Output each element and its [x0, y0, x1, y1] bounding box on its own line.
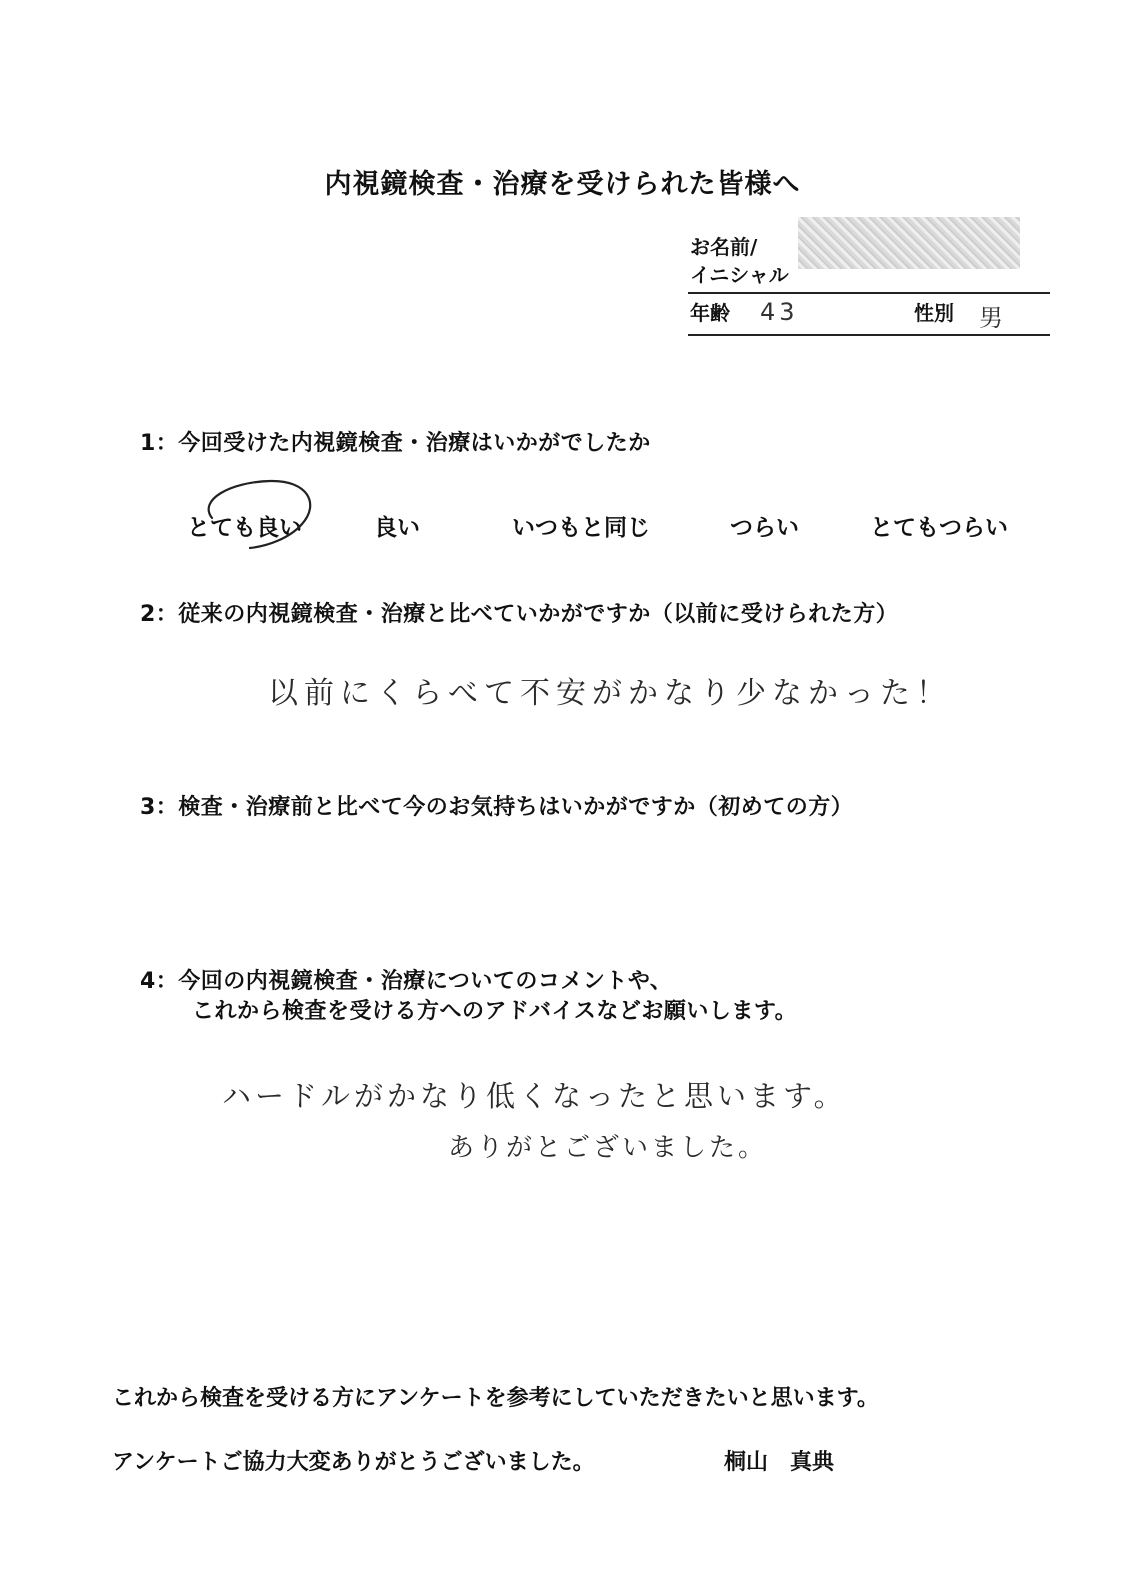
name-label-line2: イニシャル: [690, 263, 789, 287]
sex-label: 性別: [914, 301, 954, 325]
question-1: 1：今回受けた内視鏡検査・治療はいかがでしたか: [140, 431, 651, 456]
answer-4-line2: ありがとございました。: [448, 1133, 768, 1163]
name-underline: [688, 292, 1050, 294]
choice-same-as-usual[interactable]: いつもと同じ: [512, 515, 650, 541]
choice-very-hard[interactable]: とてもつらい: [870, 515, 1008, 541]
question-4-line2: これから検査を受ける方へのアドバイスなどお願いします。: [192, 999, 798, 1024]
choice-very-good[interactable]: とても良い: [187, 515, 302, 541]
answer-4-line1: ハードルがかなり低くなったと思います。: [222, 1079, 847, 1113]
age-underline: [688, 334, 1050, 336]
footer-line-1: これから検査を受ける方にアンケートを参考にしていただきたいと思います。: [112, 1386, 879, 1411]
question-2: 2：従来の内視鏡検査・治療と比べていかがですか（以前に受けられた方）: [140, 602, 899, 627]
sex-value: 男: [979, 304, 1003, 332]
page-title: 内視鏡検査・治療を受けられた皆様へ: [324, 169, 801, 200]
name-redaction: [798, 217, 1020, 269]
age-label: 年齢: [690, 301, 730, 325]
selected-circle-mark: [190, 478, 330, 558]
choice-hard[interactable]: つらい: [730, 515, 799, 541]
question-4-line1: 4：今回の内視鏡検査・治療についてのコメントや、: [140, 969, 673, 994]
signature: 桐山 真典: [724, 1450, 835, 1475]
choice-good[interactable]: 良い: [374, 515, 420, 541]
question-3: 3：検査・治療前と比べて今のお気持ちはいかがですか（初めての方）: [140, 795, 854, 820]
answer-2: 以前にくらべて不安がかなり少なかった！: [268, 676, 952, 711]
age-value: 43: [760, 298, 799, 326]
name-label-line1: お名前/: [690, 235, 758, 259]
footer-line-2: アンケートご協力大変ありがとうございました。: [112, 1450, 595, 1475]
